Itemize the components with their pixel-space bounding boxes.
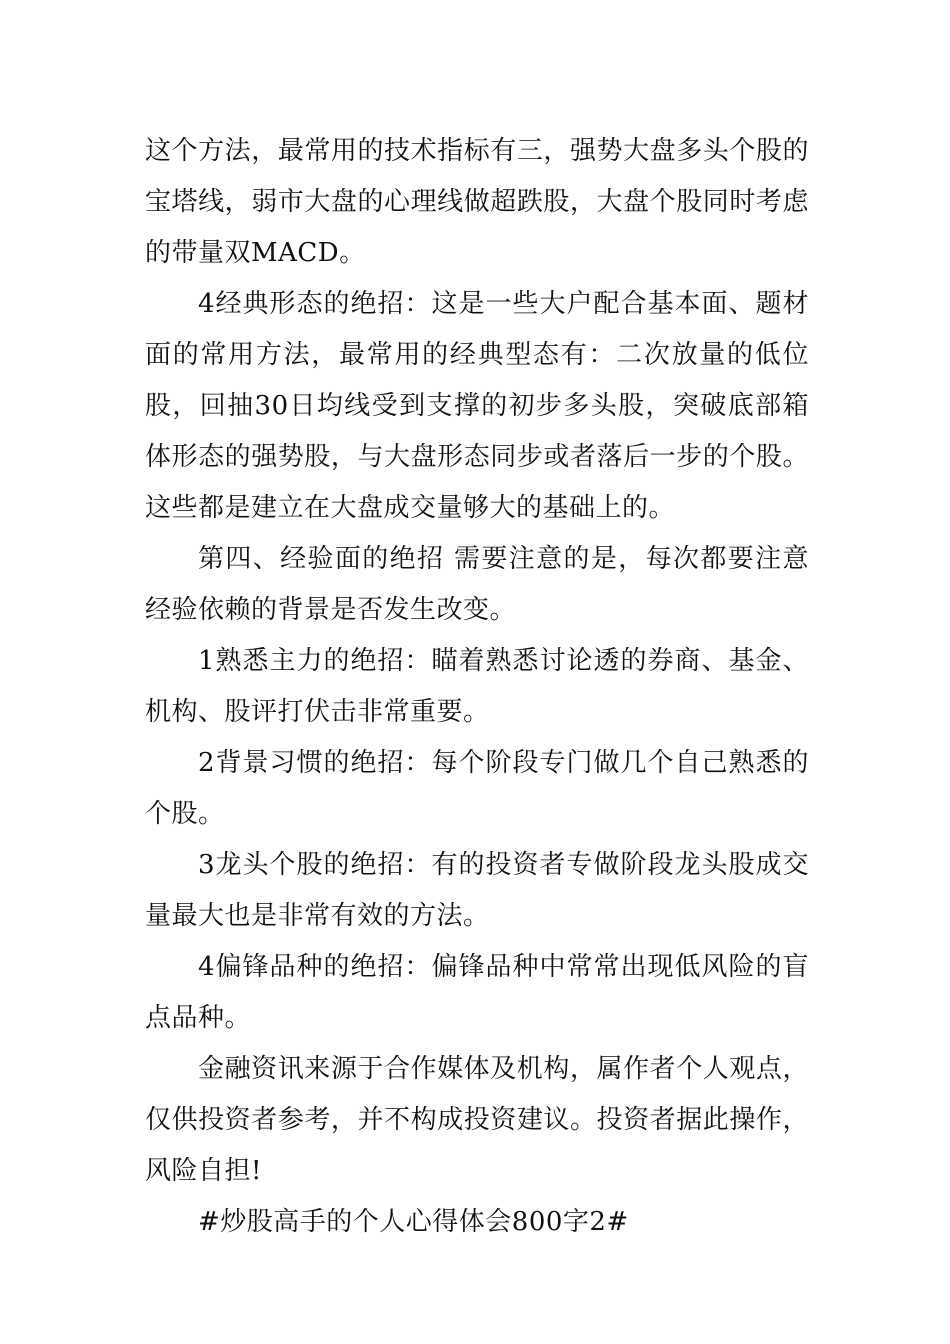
paragraph-background-habits: 2背景习惯的绝招：每个阶段专门做几个自己熟悉的个股。: [145, 748, 809, 829]
paragraph-familiar-players: 1熟悉主力的绝招：瞄着熟悉讨论透的券商、基金、机构、股评打伏击非常重要。: [145, 646, 809, 727]
paragraph-section-four-heading: 第四、经验面的绝招 需要注意的是，每次都要注意经验依赖的背景是否发生改变。: [145, 544, 809, 625]
document-body: [145, 126, 809, 1248]
paragraph-classic-patterns: 4经典形态的绝招：这是一些大户配合基本面、题材面的常用方法，最常用的经典型态有：二次放量的低位股，回抽30日均线受到支撑的初步多头股，突破底部箱体形态的强势股，与大盘形态同步或者落后一步的个股。这些都是建立在大盘成交量够大的基础上的。: [145, 289, 809, 523]
paragraph-offbeat-varieties: 4偏锋品种的绝招：偏锋品种中常常出现低风险的盲点品种。: [145, 952, 809, 1033]
paragraph-leading-stocks: 3龙头个股的绝招：有的投资者专做阶段龙头股成交量最大也是非常有效的方法。: [145, 850, 809, 931]
paragraph-continuation: 这个方法，最常用的技术指标有三，强势大盘多头个股的宝塔线，弱市大盘的心理线做超跌股，大盘个股同时考虑的带量双MACD。: [145, 136, 809, 268]
paragraph-disclaimer: 金融资讯来源于合作媒体及机构，属作者个人观点，仅供投资者参考，并不构成投资建议。投资者据此操作，风险自担!: [145, 1054, 809, 1186]
paragraph-next-title: #炒股高手的个人心得体会800字2#: [198, 1207, 629, 1237]
